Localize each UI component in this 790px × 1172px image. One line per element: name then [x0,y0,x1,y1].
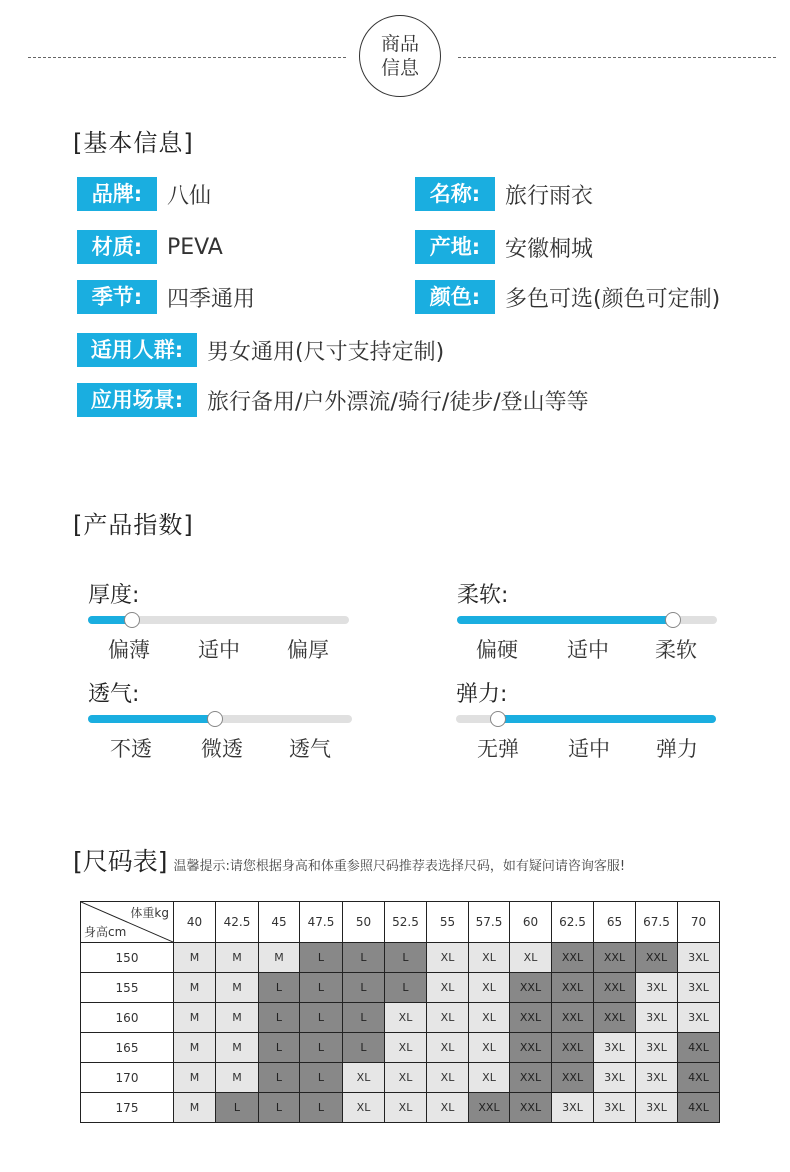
tick-label: 无弹 [477,737,519,761]
tick-label: 偏薄 [108,638,150,662]
corner-weight-label: 体重kg [130,906,169,920]
size-table-header-row [81,902,720,943]
info-item-name [415,177,593,211]
size-cell: XL [427,973,469,1003]
size-cell: M [216,1003,259,1033]
table-row [81,1003,720,1033]
size-table-height-cell: 155 [81,973,174,1003]
size-cell: L [259,1063,300,1093]
index-knob [490,711,506,727]
size-table-weight-header: 40 [174,902,216,943]
size-table-height-cell: 160 [81,1003,174,1033]
size-cell: XL [469,1033,510,1063]
size-cell: L [385,943,427,973]
info-label: 品牌: [77,177,157,211]
size-cell: 3XL [636,973,678,1003]
size-cell: XL [427,1003,469,1033]
size-cell: 3XL [594,1093,636,1123]
size-cell: L [300,943,343,973]
table-row [81,1033,720,1063]
index-label: 弹力: [456,682,508,707]
size-cell: 3XL [552,1093,594,1123]
size-cell: 3XL [636,1033,678,1063]
table-row [81,1093,720,1123]
size-cell: XL [427,1033,469,1063]
index-fill [457,616,673,624]
size-cell: L [259,973,300,1003]
info-item-season [77,280,255,314]
tick-label: 柔软 [655,638,697,662]
size-cell: L [216,1093,259,1123]
size-cell: XXL [510,1063,552,1093]
size-table-weight-header: 67.5 [636,902,678,943]
size-cell: XXL [636,943,678,973]
size-cell: 3XL [594,1033,636,1063]
info-value: 旅行备用/户外漂流/骑行/徒步/登山等等 [207,389,589,415]
size-cell: XXL [552,943,594,973]
table-row [81,973,720,1003]
info-value: 安徽桐城 [505,236,594,262]
size-chart-header [73,842,625,878]
tick-label: 偏厚 [287,638,329,662]
size-cell: L [343,973,385,1003]
index-knob [207,711,223,727]
tick-label: 微透 [201,737,243,761]
index-fill [88,715,215,723]
index-knob [665,612,681,628]
tick-label: 适中 [567,638,609,662]
info-value: 男女通用(尺寸支持定制) [207,339,445,365]
basic-info-title: [基本信息] [73,129,194,157]
size-cell: L [300,1063,343,1093]
index-knob [124,612,140,628]
size-cell: M [174,1003,216,1033]
size-cell: 4XL [678,1033,720,1063]
size-cell: XL [469,973,510,1003]
info-item-audience [77,333,444,367]
size-cell: M [216,973,259,1003]
size-cell: XL [427,1093,469,1123]
table-row [81,943,720,973]
size-table-height-cell: 150 [81,943,174,973]
size-cell: XXL [510,1093,552,1123]
tick-label: 适中 [568,737,610,761]
size-table-weight-header: 60 [510,902,552,943]
size-cell: M [174,1033,216,1063]
header-divider-right [458,57,776,58]
size-cell: L [343,1033,385,1063]
badge-line-1: 商品 [380,33,419,55]
index-label: 透气: [88,682,140,707]
size-table-height-cell: 165 [81,1033,174,1063]
size-cell: L [343,1003,385,1033]
size-table-weight-header: 57.5 [469,902,510,943]
size-cell: XL [469,943,510,973]
info-label: 颜色: [415,280,495,314]
info-value: 多色可选(颜色可定制) [505,286,721,312]
info-item-brand [77,177,211,211]
size-table-weight-header: 70 [678,902,720,943]
size-cell: XL [427,943,469,973]
size-cell: XL [469,1003,510,1033]
size-cell: M [216,1063,259,1093]
header-divider-left [28,57,346,58]
size-cell: XL [469,1063,510,1093]
size-cell: L [259,1033,300,1063]
tick-label: 适中 [198,638,240,662]
info-label: 季节: [77,280,157,314]
index-elasticity [456,681,718,771]
size-cell: L [300,1033,343,1063]
size-table-corner [81,902,174,943]
corner-height-label: 身高cm [84,925,127,939]
size-cell: L [343,943,385,973]
size-cell: 4XL [678,1063,720,1093]
index-softness [457,582,719,672]
size-cell: XL [385,1003,427,1033]
size-chart-title: [尺码表] [73,847,168,876]
size-cell: XL [343,1093,385,1123]
info-item-usage [77,383,589,417]
size-cell: L [300,973,343,1003]
size-cell: XL [510,943,552,973]
size-chart-tip: 温馨提示:请您根据身高和体重参照尺码推荐表选择尺码，如有疑问请咨询客服! [173,859,626,874]
index-label: 柔软: [457,583,509,608]
info-label: 应用场景: [77,383,197,417]
index-thickness [88,582,350,672]
size-table-weight-header: 45 [259,902,300,943]
size-cell: L [300,1003,343,1033]
size-cell: XXL [510,1003,552,1033]
size-cell: M [216,1033,259,1063]
size-cell: L [259,1093,300,1123]
size-table-height-cell: 170 [81,1063,174,1093]
size-cell: M [259,943,300,973]
info-value: 八仙 [167,183,212,209]
index-label: 厚度: [88,583,140,608]
size-cell: XXL [552,1033,594,1063]
section-badge [359,15,441,97]
size-cell: XXL [552,973,594,1003]
tick-label: 不透 [110,737,152,761]
tick-label: 透气 [289,737,331,761]
size-cell: XL [343,1063,385,1093]
size-table-weight-header: 65 [594,902,636,943]
size-cell: 3XL [636,1063,678,1093]
tick-label: 偏硬 [476,638,518,662]
size-table-weight-header: 52.5 [385,902,427,943]
index-breathability [88,681,353,771]
size-table [80,901,720,1123]
size-cell: XXL [552,1003,594,1033]
badge-line-2: 信息 [380,57,419,79]
product-index-title: [产品指数] [73,511,194,539]
size-cell: XXL [594,1003,636,1033]
tick-label: 弹力 [656,737,698,761]
size-cell: XL [385,1093,427,1123]
info-value: 旅行雨衣 [505,183,594,209]
size-cell: XXL [510,973,552,1003]
size-cell: M [174,1063,216,1093]
size-cell: 4XL [678,1093,720,1123]
size-table-weight-header: 42.5 [216,902,259,943]
size-cell: 3XL [636,1093,678,1123]
size-cell: 3XL [678,943,720,973]
info-value: PEVA [167,234,223,260]
info-label: 适用人群: [77,333,197,367]
size-table-weight-header: 55 [427,902,469,943]
size-table-weight-header: 50 [343,902,385,943]
size-cell: M [216,943,259,973]
size-cell: XXL [594,943,636,973]
size-cell: 3XL [678,973,720,1003]
size-cell: L [385,973,427,1003]
size-table-height-cell: 175 [81,1093,174,1123]
info-label: 材质: [77,230,157,264]
size-table-weight-header: 47.5 [300,902,343,943]
size-cell: L [259,1003,300,1033]
info-label: 产地: [415,230,495,264]
size-cell: 3XL [594,1063,636,1093]
size-cell: XXL [469,1093,510,1123]
size-table-weight-header: 62.5 [552,902,594,943]
size-cell: M [174,1093,216,1123]
size-cell: XL [427,1063,469,1093]
index-fill [498,715,716,723]
info-item-material [77,230,223,264]
size-cell: 3XL [636,1003,678,1033]
info-item-origin [415,230,593,264]
size-cell: XL [385,1033,427,1063]
info-item-color [415,280,720,314]
size-cell: XXL [552,1063,594,1093]
size-cell: M [174,943,216,973]
size-cell: XXL [594,973,636,1003]
size-cell: 3XL [678,1003,720,1033]
size-cell: L [300,1093,343,1123]
info-value: 四季通用 [167,286,256,312]
size-cell: XL [385,1063,427,1093]
size-cell: M [174,973,216,1003]
info-label: 名称: [415,177,495,211]
table-row [81,1063,720,1093]
size-cell: XXL [510,1033,552,1063]
